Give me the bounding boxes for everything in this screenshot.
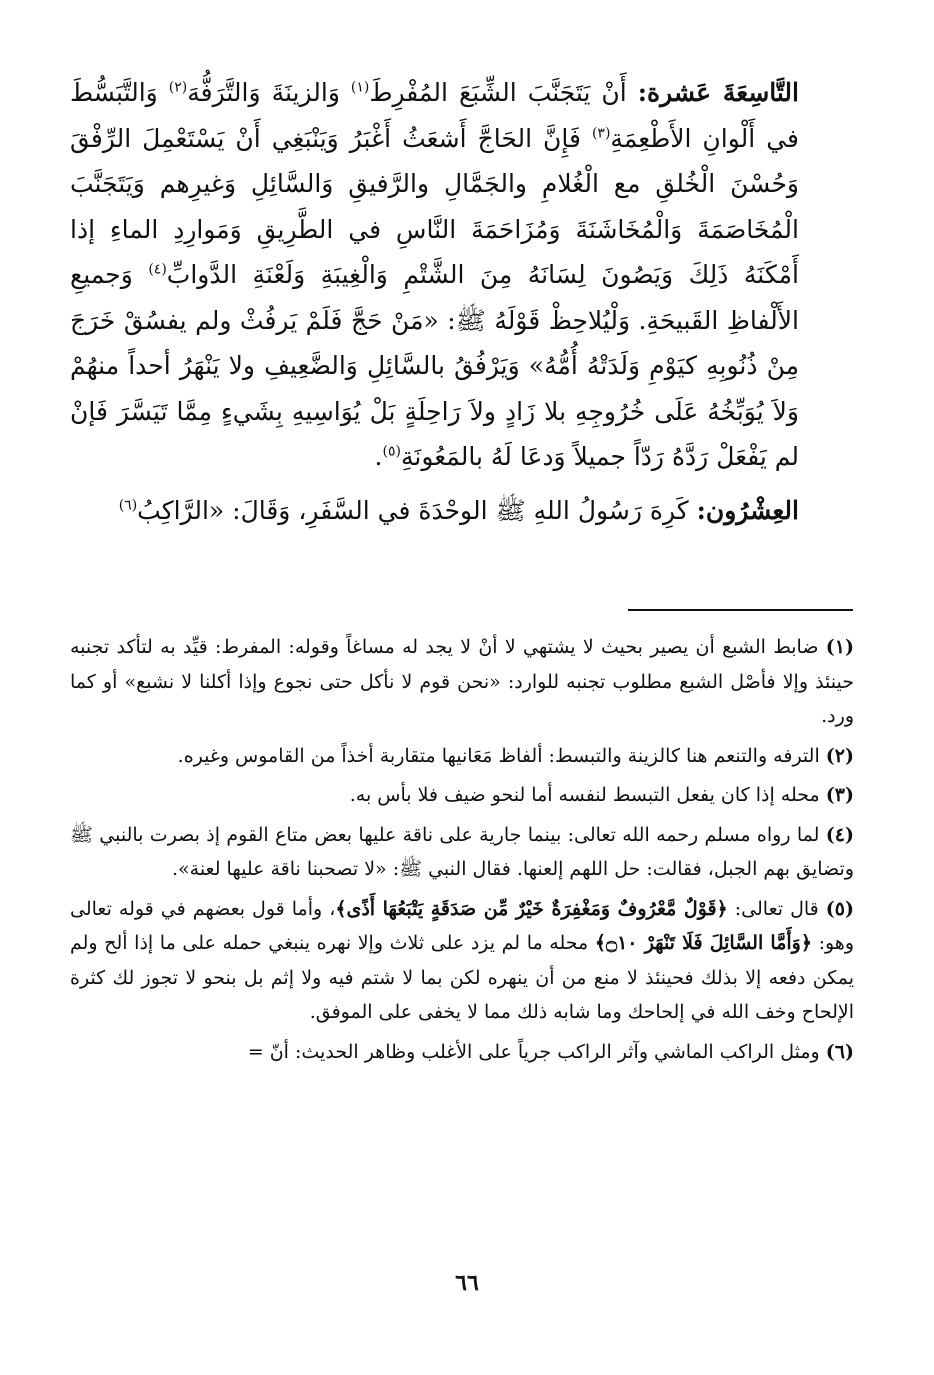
footnote-ref-5: (٥) (382, 443, 401, 460)
paragraph-20: العِشْرُون: كَرِهَ رَسُولُ اللهِ ﷺ الوحْدَةَ في السَّفَرِ، وَقَالَ: «الرَّاكِبُ$^{(٦)}$ (118, 495, 799, 525)
footnote-1: (١) ضابط الشبع أن يصير بحيث لا يشتهي لا أنْ لا يجد له مساغاً وقوله: المفرط: قيِّد به لتأكد تجنبه حينئذ وإلا فأصْل الشبع مطلوب تجنبه للوارد: «نحن قوم لا نأكل حتى نجوع وإذا أكلنا لا نشبع» أو كما ورد. (70, 636, 855, 727)
paragraph-19: التَّاسِعَةَ عَشرة: أَنْ يَتَجَنَّبَ الشِّبَعَ المُفْرِطَ$^{(١)}$ وَالزينَةَ وَالتَّرَفُّهَ$^{(٢)}$ وَالتَّبَسُّطَ في أَلْوانِ الأَطْعِمَةِ$^{(٣)}$ فَإِنَّ الحَاجَّ أَشعَثُ أَغْبَرُ وَيَنْبَغِي أَنْ يَسْتَعْمِلَ الرِّفْقَ وَحُسْنَ الْخُلقِ مع الْغُلامِ والجَمَّالِ والرَّفيقِ وَالسَّائِلِ وَغيرِهم وَيَتَجَنَّبَ الْمُخَاصَمَةَ وَالْمُخَاشَنَةَ وَمُزَاحَمَةَ النَّاسِ في الطَّرِيقِ وَمَوارِدِ الماءِ إذا أَمْكَنَهُ ذَلِكَ وَيَصُونَ لِسَانَهُ مِنَ الشَّتْمِ وَالْغِيبَةِ وَلَعْنَةِ الدَّوابِّ$^{(٤)}$ وَجميعِ الأَلْفاظِ القَبيحَةِ. وَلْيُلاحِظْ قَوْلَهُ ﷺ: «مَنْ حَجَّ فَلَمْ يَرفُثْ ولم يفسُقْ خَرَجَ مِنْ ذُنُوبِهِ كيَوْمِ وَلَدَتْهُ أُمُّهُ» وَيَرْفُقُ بالسَّائِلِ وَالضَّعِيفِ ولا يَنْهَرُ أحداً منهُمْ وَلاَ يُوَبِّخُهُ عَلَى خُرُوجِهِ بلا زَادٍ ولاَ رَاحِلَةٍ بَلْ يُوَاسِيهِ بِشَيءٍ مِمَّا تَيَسَّرَ فَإنْ لم يَفْعَلْ رَدَّهُ رَدّاً جميلاً وَدعَا لَهُ بالمَعُونَةِ$^{(٥)}$. (70, 78, 800, 471)
footnote-ref-2: (٢) (168, 79, 188, 96)
footnote-ref-3: (٣) (591, 125, 611, 142)
footnote-2: (٢) الترفه والتنعم هنا كالزينة والتبسط: ألفاظ مَعَانيها متقاربة أخذاً من القاموس وغيره. (177, 744, 854, 767)
footnote-ref-6: (٦) (118, 497, 138, 514)
footnotes (70, 630, 854, 1074)
quran-verse: ﴿وَأَمَّا السَّائِلَ فَلَا تَنْهَرْ ۝١٠﴾ (594, 932, 812, 954)
footnote-separator (628, 609, 853, 611)
footnote-ref-4: (٤) (148, 261, 167, 278)
footnote-6: (٦) ومثل الراكب الماشي وآثر الراكب جرياً على الأغلب وظاهر الحديث: أنّ = (247, 1040, 854, 1063)
paragraph-20-heading: العِشْرُون: (696, 495, 799, 525)
footnote-ref-1: (١) (350, 79, 370, 96)
page-number: ٦٦ (455, 1270, 479, 1296)
footnote-4: (٤) لما رواه مسلم رحمه الله تعالى: بينما جارية على ناقة عليها بعض متاع القوم إذ بصرت بالنبي ﷺ وتضايق بهم الجبل، فقالت: حل اللهم إلعنها. فقال النبي ﷺ: «لا تصحبنا ناقة عليها لعنة». (70, 823, 854, 880)
footnote-5: (٥) قال تعالى: ﴿قَوْلٌ مَّعْرُوفٌ وَمَغْفِرَةٌ خَيْرٌ مِّن صَدَقَةٍ يَتْبَعُهَا أَذًى﴾، وأما قول بعضهم في قوله تعالى وهو: ﴿وَأَمَّا السَّائِلَ فَلَا تَنْهَرْ ۝١٠﴾ محله ما لم يزد على ثلاث وإلا نهره ينبغي حمله على ما إذا ألح ولم يمكن دفعه إلا بذلك فحينئذ لا منع من أن ينهره لكن بما لا شتم فيه ولا إثم بل بنحو لا تجوز لك كثرة الإلحاح وخف الله في إلحاحك وما شابه ذلك مما لا يخفى على الموفق. (70, 897, 855, 1023)
footnote-3: (٣) محله إذا كان يفعل التبسط لنفسه أما لنحو ضيف فلا بأس به. (349, 784, 854, 806)
quran-verse: ﴿قَوْلٌ مَّعْرُوفٌ وَمَغْفِرَةٌ خَيْرٌ مِّن صَدَقَةٍ يَتْبَعُهَا أَذًى﴾ (335, 897, 728, 920)
main-text (70, 70, 799, 533)
paragraph-19-heading: التَّاسِعَةَ عَشرة: (637, 78, 799, 107)
